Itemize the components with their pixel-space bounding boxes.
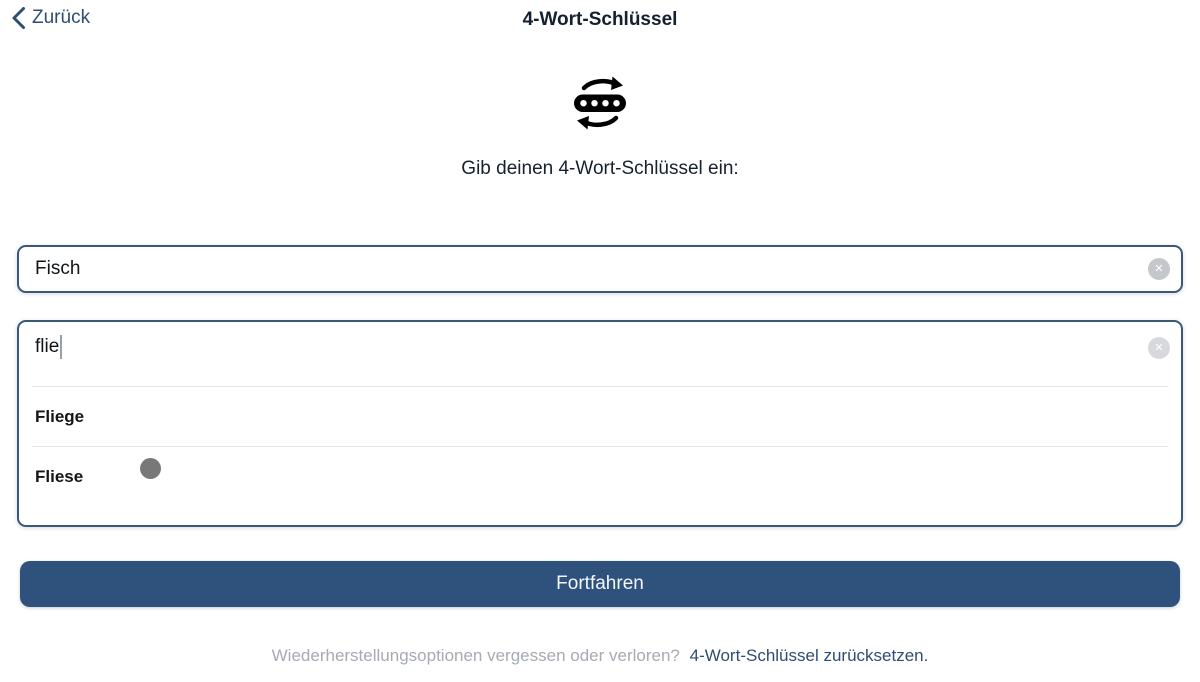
text-caret xyxy=(60,335,62,359)
page-title: 4-Wort-Schlüssel xyxy=(522,9,678,30)
suggestion-item-fliege[interactable] xyxy=(19,387,1181,446)
reset-key-link[interactable]: 4-Wort-Schlüssel zurücksetzen. xyxy=(689,646,929,665)
clear-word2-button[interactable] xyxy=(1148,337,1170,359)
word1-input[interactable] xyxy=(17,245,1183,293)
back-button-label: Zurück xyxy=(32,7,91,28)
footer-question: Wiederherstellungsoptionen vergessen oder verloren? xyxy=(271,646,680,665)
word2-input[interactable] xyxy=(19,322,1181,386)
continue-button[interactable]: Fortfahren xyxy=(20,561,1180,607)
clear-word1-button[interactable] xyxy=(1148,258,1170,280)
word2-combo xyxy=(17,320,1183,527)
word2-value: flie xyxy=(35,335,62,359)
prompt-text: Gib deinen 4-Wort-Schlüssel ein: xyxy=(461,158,739,179)
x-icon: ✕ xyxy=(1154,341,1164,354)
suggestion-label: Fliese xyxy=(35,466,84,486)
footer xyxy=(0,646,1200,666)
x-icon: ✕ xyxy=(1154,262,1164,275)
suggestion-item-fliese[interactable] xyxy=(19,447,1181,506)
nav-bar xyxy=(0,0,1200,42)
word1-value: Fisch xyxy=(35,258,81,279)
touch-indicator-dot xyxy=(140,458,161,479)
password-rotation-icon xyxy=(0,74,1200,132)
suggestion-label: Fliege xyxy=(35,406,85,426)
